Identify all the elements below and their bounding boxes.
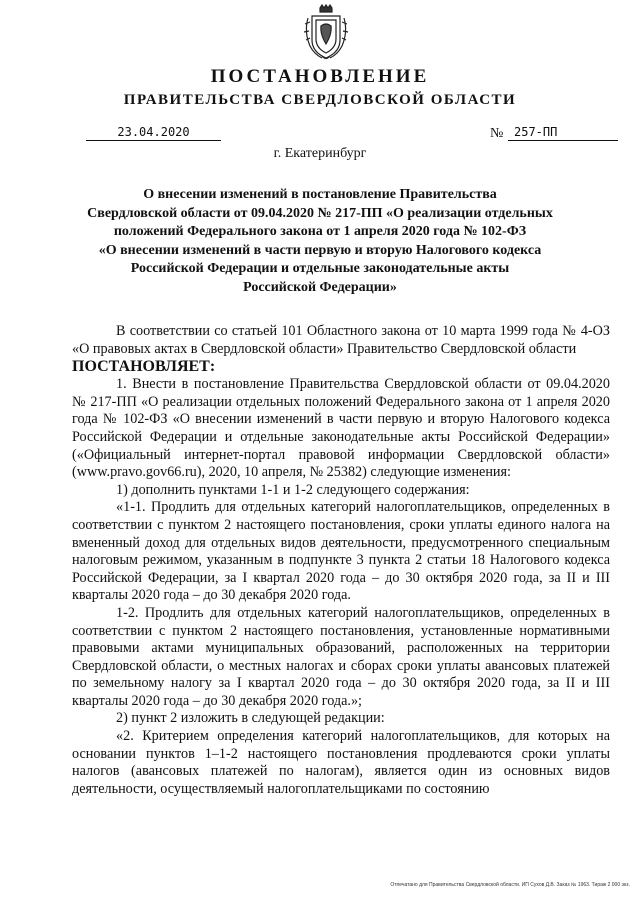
document-date: 23.04.2020	[86, 125, 221, 141]
paragraph-2: 1) дополнить пунктами 1-1 и 1-2 следующего содержания:	[116, 481, 470, 498]
print-note: Отпечатано для Правительства Свердловской области. ИП Сухов Д.В. Заказ № 1963. Тираж 2 000 экз.	[390, 882, 630, 888]
paragraph-5: 2) пункт 2 изложить в следующей редакции:	[116, 710, 385, 727]
paragraph-1: 1. Внести в постановление Правительства Свердловской области от 09.04.2020 № 217-ПП «О реализации отдельных положений Федерального закона от 1 апреля 2020 года № 102-ФЗ «О внесении изменений в части первую и вторую Налогового кодекса Российской Федерации и отдельные законодательные акты Российской Федерации» («Официальный интернет-портал правовой информации Свердловской области» (www.pravo.gov66.ru), 2020, 10 апреля, № 25382) следующие изменения:	[72, 376, 610, 481]
heading-line: О внесении изменений в постановление Правительства	[143, 187, 497, 202]
heading-line: положений Федерального закона от 1 апреля 2020 года № 102-ФЗ	[113, 224, 527, 239]
heading-line: Российской Федерации и отдельные законодательные акты	[130, 261, 510, 276]
document-subtitle: ПРАВИТЕЛЬСТВА СВЕРДЛОВСКОЙ ОБЛАСТИ	[123, 92, 517, 108]
document-body	[72, 323, 610, 798]
paragraph-6: «2. Критерием определения категорий налогоплательщиков, для которых на основании пунктов 1–1-2 настоящего постановления продлеваются сроки уплаты налогов (авансовых платежей по налогам), является один из основных видов деятельности, осуществляемый налогоплательщиками по состоянию	[72, 728, 610, 797]
number-label: №	[490, 126, 504, 141]
paragraph-3: «1-1. Продлить для отдельных категорий налогоплательщиков, определенных в соответствии с пунктом 2 настоящего постановления, сроки уплаты единого налога на вмененный доход для отдельных видов деятельности, предусмотренного специальным налоговым режимом, указанным в подпункте 3 пункта 2 статьи 18 Налогового кодекса Российской Федерации, за I квартал 2020 года – до 30 октября 2020 года, за II и III кварталы 2020 года – до 30 декабря 2020 года.	[72, 499, 610, 604]
coat-of-arms-icon	[302, 4, 350, 62]
heading-line: Свердловской области от 09.04.2020 № 217-ПП «О реализации отдельных	[87, 205, 553, 221]
heading-line: «О внесении изменений в части первую и вторую Налогового кодекса	[98, 242, 542, 258]
heading-line: Российской Федерации»	[243, 279, 397, 295]
document-heading	[60, 186, 580, 297]
document-number: 257-ПП	[508, 125, 618, 141]
document-city: г. Екатеринбург	[273, 146, 367, 161]
intro-paragraph: В соответствии со статьей 101 Областного закона от 10 марта 1999 года № 4-ОЗ «О правовых актах в Свердловской области» Правительство Свердловской области	[72, 323, 610, 357]
resolves-heading: ПОСТАНОВЛЯЕТ:	[72, 358, 216, 376]
paragraph-4: 1-2. Продлить для отдельных категорий налогоплательщиков, определенных в соответствии с пунктом 2 настоящего постановления, установленные нормативными правовыми актами муниципальных образований, расположенных на территории Свердловской области, о местных налогах и сборах сроки уплаты авансовых платежей по земельному налогу за I квартал 2020 года – до 30 октября 2020 года, за II и III кварталы 2020 года – до 30 декабря 2020 года.»;	[72, 604, 610, 709]
document-title: ПОСТАНОВЛЕНИЕ	[210, 66, 430, 87]
